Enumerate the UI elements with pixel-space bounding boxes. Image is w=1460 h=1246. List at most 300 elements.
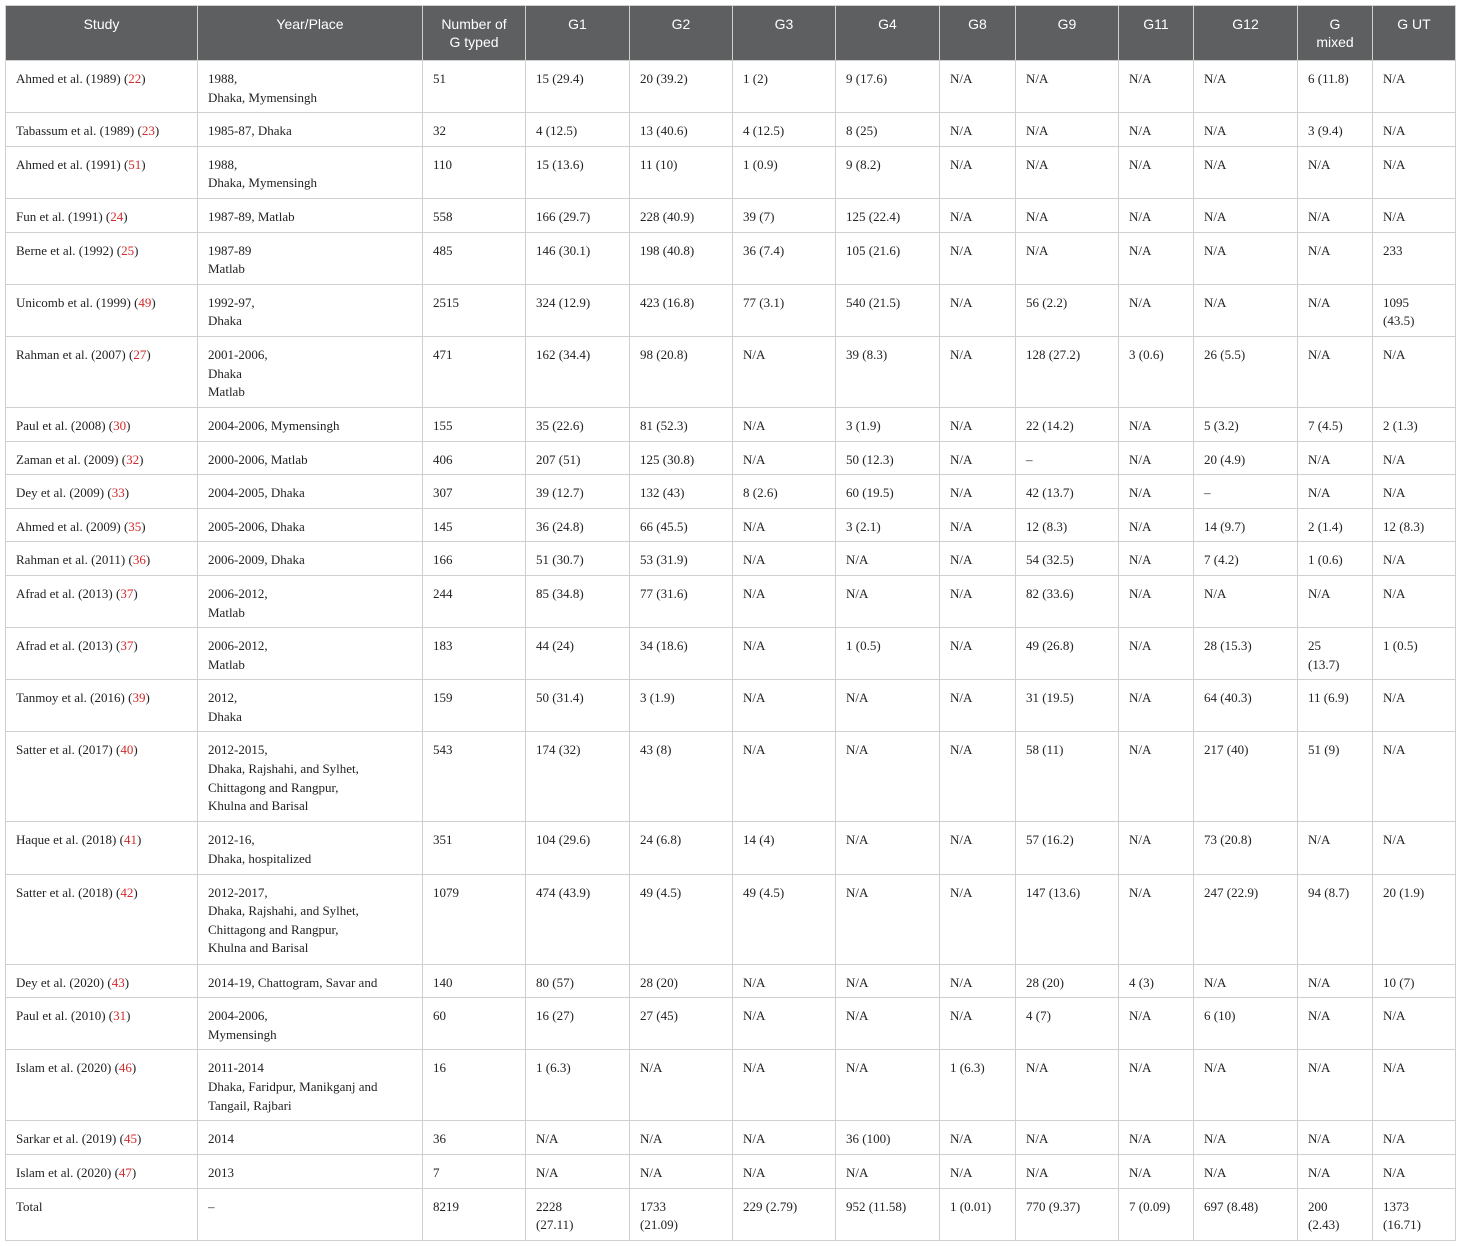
g-ut-cell: N/A: [1373, 1121, 1456, 1155]
study-cell: Haque et al. (2018) (41): [6, 822, 198, 874]
number-typed-cell: 36: [423, 1121, 526, 1155]
reference-link[interactable]: 49: [138, 294, 152, 310]
year-place-cell: 1985-87, Dhaka: [198, 113, 423, 147]
g12-cell: N/A: [1194, 61, 1298, 113]
g12-cell: –: [1194, 475, 1298, 509]
g4-cell: N/A: [836, 575, 940, 627]
column-header-g8: G8: [940, 6, 1016, 61]
g12-cell: 73 (20.8): [1194, 822, 1298, 874]
g-mixed-cell: 25 (13.7): [1298, 628, 1373, 680]
g4-cell: 50 (12.3): [836, 441, 940, 475]
year-place-cell: 2012-2017, Dhaka, Rajshahi, and Sylhet, Chittagong and Rangpur, Khulna and Barisal: [198, 874, 423, 964]
reference-link[interactable]: 30: [113, 417, 127, 433]
study-cell: Unicomb et al. (1999) (49): [6, 284, 198, 336]
g8-cell: N/A: [940, 1121, 1016, 1155]
column-header-g-ut: G UT: [1373, 6, 1456, 61]
g-mixed-cell: 11 (6.9): [1298, 680, 1373, 732]
g8-cell: N/A: [940, 232, 1016, 284]
g12-cell: N/A: [1194, 1155, 1298, 1189]
g3-cell: N/A: [733, 1155, 836, 1189]
g12-cell: N/A: [1194, 575, 1298, 627]
number-typed-cell: 110: [423, 146, 526, 198]
g2-cell: 28 (20): [630, 964, 733, 998]
g3-cell: N/A: [733, 336, 836, 407]
number-typed-cell: 183: [423, 628, 526, 680]
g-ut-cell: 233: [1373, 232, 1456, 284]
year-place-cell: 2000-2006, Matlab: [198, 441, 423, 475]
g-ut-cell: 2 (1.3): [1373, 407, 1456, 441]
table-body: [6, 61, 1456, 1241]
g-ut-cell: N/A: [1373, 542, 1456, 576]
table-row: [6, 680, 1456, 732]
g8-cell: N/A: [940, 1155, 1016, 1189]
g8-cell: N/A: [940, 113, 1016, 147]
g8-cell: N/A: [940, 998, 1016, 1050]
g-mixed-cell: N/A: [1298, 441, 1373, 475]
reference-link[interactable]: 32: [126, 451, 140, 467]
g1-cell: N/A: [526, 1155, 630, 1189]
g-mixed-cell: 51 (9): [1298, 732, 1373, 822]
g12-cell: N/A: [1194, 1121, 1298, 1155]
g4-cell: N/A: [836, 732, 940, 822]
year-place-cell: 1987-89, Matlab: [198, 198, 423, 232]
g1-cell: 2228 (27.11): [526, 1188, 630, 1240]
g-mixed-cell: N/A: [1298, 1121, 1373, 1155]
g1-cell: 35 (22.6): [526, 407, 630, 441]
table-row: [6, 575, 1456, 627]
study-author: Satter et al. (2018): [16, 884, 113, 900]
table-row: [6, 964, 1456, 998]
column-header-g12: G12: [1194, 6, 1298, 61]
g8-cell: N/A: [940, 964, 1016, 998]
g1-cell: 85 (34.8): [526, 575, 630, 627]
study-cell: Islam et al. (2020) (47): [6, 1155, 198, 1189]
g9-cell: 22 (14.2): [1016, 407, 1119, 441]
g-ut-cell: N/A: [1373, 1050, 1456, 1121]
g1-cell: 36 (24.8): [526, 508, 630, 542]
year-place-cell: 2014-19, Chattogram, Savar and: [198, 964, 423, 998]
column-header-g9: G9: [1016, 6, 1119, 61]
g9-cell: N/A: [1016, 146, 1119, 198]
g9-cell: 58 (11): [1016, 732, 1119, 822]
year-place-cell: 2012, Dhaka: [198, 680, 423, 732]
g8-cell: N/A: [940, 508, 1016, 542]
g8-cell: 1 (6.3): [940, 1050, 1016, 1121]
table-row: [6, 874, 1456, 964]
g12-cell: 14 (9.7): [1194, 508, 1298, 542]
reference-link[interactable]: 35: [128, 518, 142, 534]
reference-link[interactable]: 27: [133, 346, 147, 362]
g2-cell: 125 (30.8): [630, 441, 733, 475]
number-typed-cell: 351: [423, 822, 526, 874]
number-typed-cell: 60: [423, 998, 526, 1050]
study-author: Ahmed et al. (1991): [16, 156, 121, 172]
g2-cell: 43 (8): [630, 732, 733, 822]
g-ut-cell: N/A: [1373, 680, 1456, 732]
g9-cell: 56 (2.2): [1016, 284, 1119, 336]
g11-cell: N/A: [1119, 475, 1194, 509]
g1-cell: 16 (27): [526, 998, 630, 1050]
g2-cell: 49 (4.5): [630, 874, 733, 964]
year-place-cell: 2001-2006, Dhaka Matlab: [198, 336, 423, 407]
g11-cell: N/A: [1119, 284, 1194, 336]
g-mixed-cell: N/A: [1298, 146, 1373, 198]
g12-cell: N/A: [1194, 146, 1298, 198]
year-place-cell: 1987-89 Matlab: [198, 232, 423, 284]
g2-cell: 53 (31.9): [630, 542, 733, 576]
table-row: [6, 1155, 1456, 1189]
g9-cell: 57 (16.2): [1016, 822, 1119, 874]
study-author: Tanmoy et al. (2016): [16, 690, 125, 706]
column-header-g4: G4: [836, 6, 940, 61]
g3-cell: N/A: [733, 508, 836, 542]
g8-cell: N/A: [940, 542, 1016, 576]
column-header-g-mixed: G mixed: [1298, 6, 1373, 61]
g2-cell: 13 (40.6): [630, 113, 733, 147]
g4-cell: 8 (25): [836, 113, 940, 147]
g3-cell: N/A: [733, 628, 836, 680]
g2-cell: 20 (39.2): [630, 61, 733, 113]
g1-cell: 474 (43.9): [526, 874, 630, 964]
study-cell: Satter et al. (2017) (40): [6, 732, 198, 822]
g-mixed-cell: N/A: [1298, 575, 1373, 627]
g1-cell: N/A: [526, 1121, 630, 1155]
g9-cell: 42 (13.7): [1016, 475, 1119, 509]
reference-link[interactable]: 36: [132, 552, 146, 568]
g9-cell: 54 (32.5): [1016, 542, 1119, 576]
g-mixed-cell: 3 (9.4): [1298, 113, 1373, 147]
g3-cell: N/A: [733, 732, 836, 822]
g11-cell: N/A: [1119, 1121, 1194, 1155]
g9-cell: N/A: [1016, 198, 1119, 232]
g3-cell: 8 (2.6): [733, 475, 836, 509]
g11-cell: N/A: [1119, 61, 1194, 113]
column-header-year-place: Year/Place: [198, 6, 423, 61]
g11-cell: 7 (0.09): [1119, 1188, 1194, 1240]
g3-cell: N/A: [733, 575, 836, 627]
study-cell: Paul et al. (2008) (30): [6, 407, 198, 441]
g8-cell: N/A: [940, 822, 1016, 874]
g9-cell: N/A: [1016, 232, 1119, 284]
g-ut-cell: N/A: [1373, 1155, 1456, 1189]
g8-cell: N/A: [940, 284, 1016, 336]
g1-cell: 15 (13.6): [526, 146, 630, 198]
year-place-cell: 2004-2006, Mymensingh: [198, 998, 423, 1050]
g12-cell: 697 (8.48): [1194, 1188, 1298, 1240]
g11-cell: N/A: [1119, 822, 1194, 874]
year-place-cell: 2006-2012, Matlab: [198, 628, 423, 680]
column-header-study: Study: [6, 6, 198, 61]
g12-cell: 5 (3.2): [1194, 407, 1298, 441]
g-mixed-cell: N/A: [1298, 198, 1373, 232]
number-typed-cell: 1079: [423, 874, 526, 964]
number-typed-cell: 155: [423, 407, 526, 441]
g2-cell: 198 (40.8): [630, 232, 733, 284]
g11-cell: N/A: [1119, 628, 1194, 680]
number-typed-cell: 140: [423, 964, 526, 998]
g2-cell: 1733 (21.09): [630, 1188, 733, 1240]
g4-cell: 9 (17.6): [836, 61, 940, 113]
g9-cell: 770 (9.37): [1016, 1188, 1119, 1240]
g1-cell: 51 (30.7): [526, 542, 630, 576]
table-row: [6, 1188, 1456, 1240]
table-row: [6, 1050, 1456, 1121]
column-header-g3: G3: [733, 6, 836, 61]
g11-cell: N/A: [1119, 1050, 1194, 1121]
reference-link[interactable]: 37: [120, 585, 134, 601]
study-author: Paul et al. (2010): [16, 1008, 106, 1024]
g1-cell: 39 (12.7): [526, 475, 630, 509]
g-mixed-cell: 2 (1.4): [1298, 508, 1373, 542]
year-place-cell: 2004-2005, Dhaka: [198, 475, 423, 509]
number-typed-cell: 145: [423, 508, 526, 542]
g3-cell: 49 (4.5): [733, 874, 836, 964]
study-author: Afrad et al. (2013): [16, 585, 113, 601]
g12-cell: N/A: [1194, 964, 1298, 998]
g12-cell: 247 (22.9): [1194, 874, 1298, 964]
table-row: [6, 232, 1456, 284]
reference-link[interactable]: 31: [113, 1008, 127, 1024]
g-ut-cell: N/A: [1373, 998, 1456, 1050]
g-ut-cell: 10 (7): [1373, 964, 1456, 998]
study-author: Afrad et al. (2013): [16, 638, 113, 654]
g8-cell: N/A: [940, 732, 1016, 822]
g-mixed-cell: N/A: [1298, 336, 1373, 407]
table-row: [6, 284, 1456, 336]
study-author: Sarkar et al. (2019): [16, 1131, 117, 1147]
g11-cell: N/A: [1119, 542, 1194, 576]
table-row: [6, 628, 1456, 680]
g3-cell: 1 (2): [733, 61, 836, 113]
g8-cell: N/A: [940, 874, 1016, 964]
g4-cell: 39 (8.3): [836, 336, 940, 407]
g-ut-cell: 1373 (16.71): [1373, 1188, 1456, 1240]
table-row: [6, 732, 1456, 822]
g-ut-cell: 20 (1.9): [1373, 874, 1456, 964]
g-mixed-cell: 94 (8.7): [1298, 874, 1373, 964]
g-ut-cell: N/A: [1373, 198, 1456, 232]
g4-cell: N/A: [836, 1155, 940, 1189]
study-author: Paul et al. (2008): [16, 417, 106, 433]
study-cell: Afrad et al. (2013) (37): [6, 628, 198, 680]
number-typed-cell: 7: [423, 1155, 526, 1189]
year-place-cell: 2004-2006, Mymensingh: [198, 407, 423, 441]
reference-link[interactable]: 22: [128, 71, 142, 86]
number-typed-cell: 558: [423, 198, 526, 232]
g12-cell: N/A: [1194, 232, 1298, 284]
number-typed-cell: 471: [423, 336, 526, 407]
g8-cell: N/A: [940, 441, 1016, 475]
number-typed-cell: 406: [423, 441, 526, 475]
g3-cell: 1 (0.9): [733, 146, 836, 198]
g-ut-cell: N/A: [1373, 113, 1456, 147]
number-typed-cell: 2515: [423, 284, 526, 336]
study-cell: Fun et al. (1991) (24): [6, 198, 198, 232]
g1-cell: 80 (57): [526, 964, 630, 998]
study-author: Islam et al. (2020): [16, 1060, 112, 1076]
g11-cell: N/A: [1119, 407, 1194, 441]
study-cell: Rahman et al. (2011) (36): [6, 542, 198, 576]
g4-cell: 9 (8.2): [836, 146, 940, 198]
study-author: Berne et al. (1992): [16, 242, 114, 258]
g1-cell: 174 (32): [526, 732, 630, 822]
g8-cell: N/A: [940, 680, 1016, 732]
g11-cell: N/A: [1119, 874, 1194, 964]
g4-cell: 3 (1.9): [836, 407, 940, 441]
study-author: Rahman et al. (2007): [16, 346, 126, 362]
reference-link[interactable]: 37: [120, 638, 134, 654]
g11-cell: N/A: [1119, 441, 1194, 475]
number-typed-cell: 244: [423, 575, 526, 627]
table-row: [6, 198, 1456, 232]
reference-link[interactable]: 51: [128, 156, 142, 172]
g-ut-cell: 1 (0.5): [1373, 628, 1456, 680]
study-cell: Islam et al. (2020) (46): [6, 1050, 198, 1121]
table-row: [6, 146, 1456, 198]
g1-cell: 4 (12.5): [526, 113, 630, 147]
g-ut-cell: 1095 (43.5): [1373, 284, 1456, 336]
g-ut-cell: N/A: [1373, 475, 1456, 509]
table-row: [6, 61, 1456, 113]
table-row: [6, 113, 1456, 147]
g3-cell: 39 (7): [733, 198, 836, 232]
reference-link[interactable]: 23: [141, 123, 155, 139]
g-mixed-cell: N/A: [1298, 822, 1373, 874]
reference-link[interactable]: 45: [123, 1131, 137, 1147]
reference-link[interactable]: 41: [123, 832, 137, 848]
reference-link[interactable]: 33: [111, 485, 125, 501]
study-cell: Paul et al. (2010) (31): [6, 998, 198, 1050]
g2-cell: 81 (52.3): [630, 407, 733, 441]
g-mixed-cell: N/A: [1298, 284, 1373, 336]
g4-cell: 60 (19.5): [836, 475, 940, 509]
year-place-cell: 2005-2006, Dhaka: [198, 508, 423, 542]
study-author: Total: [16, 1198, 43, 1214]
table-row: [6, 822, 1456, 874]
g8-cell: 1 (0.01): [940, 1188, 1016, 1240]
g11-cell: N/A: [1119, 508, 1194, 542]
g8-cell: N/A: [940, 61, 1016, 113]
g11-cell: N/A: [1119, 1155, 1194, 1189]
study-cell: Berne et al. (1992) (25): [6, 232, 198, 284]
reference-link[interactable]: 47: [118, 1165, 132, 1181]
g4-cell: N/A: [836, 998, 940, 1050]
study-author: Satter et al. (2017): [16, 742, 113, 758]
g8-cell: N/A: [940, 198, 1016, 232]
year-place-cell: 2014: [198, 1121, 423, 1155]
number-typed-cell: 51: [423, 61, 526, 113]
g11-cell: N/A: [1119, 732, 1194, 822]
g2-cell: 132 (43): [630, 475, 733, 509]
g8-cell: N/A: [940, 336, 1016, 407]
study-cell: Sarkar et al. (2019) (45): [6, 1121, 198, 1155]
year-place-cell: 2011-2014 Dhaka, Faridpur, Manikganj and Tangail, Rajbari: [198, 1050, 423, 1121]
reference-link[interactable]: 43: [111, 974, 125, 990]
number-typed-cell: 485: [423, 232, 526, 284]
g12-cell: N/A: [1194, 1050, 1298, 1121]
reference-link[interactable]: 42: [120, 884, 134, 900]
header-row: [6, 6, 1456, 61]
g4-cell: 952 (11.58): [836, 1188, 940, 1240]
table-row: [6, 336, 1456, 407]
g-ut-cell: N/A: [1373, 61, 1456, 113]
g3-cell: 229 (2.79): [733, 1188, 836, 1240]
g-mixed-cell: 7 (4.5): [1298, 407, 1373, 441]
g11-cell: N/A: [1119, 680, 1194, 732]
g4-cell: 540 (21.5): [836, 284, 940, 336]
g11-cell: N/A: [1119, 113, 1194, 147]
table-row: [6, 542, 1456, 576]
g-mixed-cell: N/A: [1298, 1155, 1373, 1189]
study-cell: Tabassum et al. (1989) (23): [6, 113, 198, 147]
g3-cell: N/A: [733, 964, 836, 998]
g3-cell: N/A: [733, 998, 836, 1050]
year-place-cell: 2012-16, Dhaka, hospitalized: [198, 822, 423, 874]
g3-cell: N/A: [733, 680, 836, 732]
g3-cell: N/A: [733, 1050, 836, 1121]
study-author: Ahmed et al. (2009): [16, 518, 121, 534]
reference-link[interactable]: 40: [120, 742, 134, 758]
g11-cell: N/A: [1119, 998, 1194, 1050]
g-mixed-cell: N/A: [1298, 232, 1373, 284]
g1-cell: 324 (12.9): [526, 284, 630, 336]
g3-cell: N/A: [733, 407, 836, 441]
reference-link[interactable]: 46: [118, 1060, 132, 1076]
year-place-cell: 1988, Dhaka, Mymensingh: [198, 146, 423, 198]
number-typed-cell: 8219: [423, 1188, 526, 1240]
g12-cell: 26 (5.5): [1194, 336, 1298, 407]
study-cell: Dey et al. (2020) (43): [6, 964, 198, 998]
g12-cell: 217 (40): [1194, 732, 1298, 822]
g9-cell: N/A: [1016, 1121, 1119, 1155]
study-author: Ahmed et al. (1989): [16, 71, 121, 86]
g2-cell: 98 (20.8): [630, 336, 733, 407]
g-mixed-cell: N/A: [1298, 1050, 1373, 1121]
g-mixed-cell: N/A: [1298, 475, 1373, 509]
g12-cell: 6 (10): [1194, 998, 1298, 1050]
reference-link[interactable]: 24: [110, 208, 124, 224]
g1-cell: 50 (31.4): [526, 680, 630, 732]
reference-link[interactable]: 25: [121, 242, 135, 258]
g2-cell: 228 (40.9): [630, 198, 733, 232]
g3-cell: N/A: [733, 1121, 836, 1155]
reference-link[interactable]: 39: [132, 690, 146, 706]
g9-cell: 147 (13.6): [1016, 874, 1119, 964]
g2-cell: 34 (18.6): [630, 628, 733, 680]
g4-cell: 105 (21.6): [836, 232, 940, 284]
g11-cell: N/A: [1119, 146, 1194, 198]
g1-cell: 146 (30.1): [526, 232, 630, 284]
g8-cell: N/A: [940, 146, 1016, 198]
g-mixed-cell: 200 (2.43): [1298, 1188, 1373, 1240]
number-typed-cell: 543: [423, 732, 526, 822]
g1-cell: 162 (34.4): [526, 336, 630, 407]
g12-cell: N/A: [1194, 284, 1298, 336]
g1-cell: 44 (24): [526, 628, 630, 680]
g4-cell: 1 (0.5): [836, 628, 940, 680]
g-ut-cell: N/A: [1373, 146, 1456, 198]
g9-cell: 49 (26.8): [1016, 628, 1119, 680]
g-ut-cell: N/A: [1373, 822, 1456, 874]
table-row: [6, 441, 1456, 475]
number-typed-cell: 16: [423, 1050, 526, 1121]
g4-cell: N/A: [836, 680, 940, 732]
study-author: Tabassum et al. (1989): [16, 123, 135, 139]
g4-cell: 3 (2.1): [836, 508, 940, 542]
g9-cell: N/A: [1016, 1050, 1119, 1121]
g11-cell: N/A: [1119, 575, 1194, 627]
study-cell: [6, 1188, 198, 1240]
